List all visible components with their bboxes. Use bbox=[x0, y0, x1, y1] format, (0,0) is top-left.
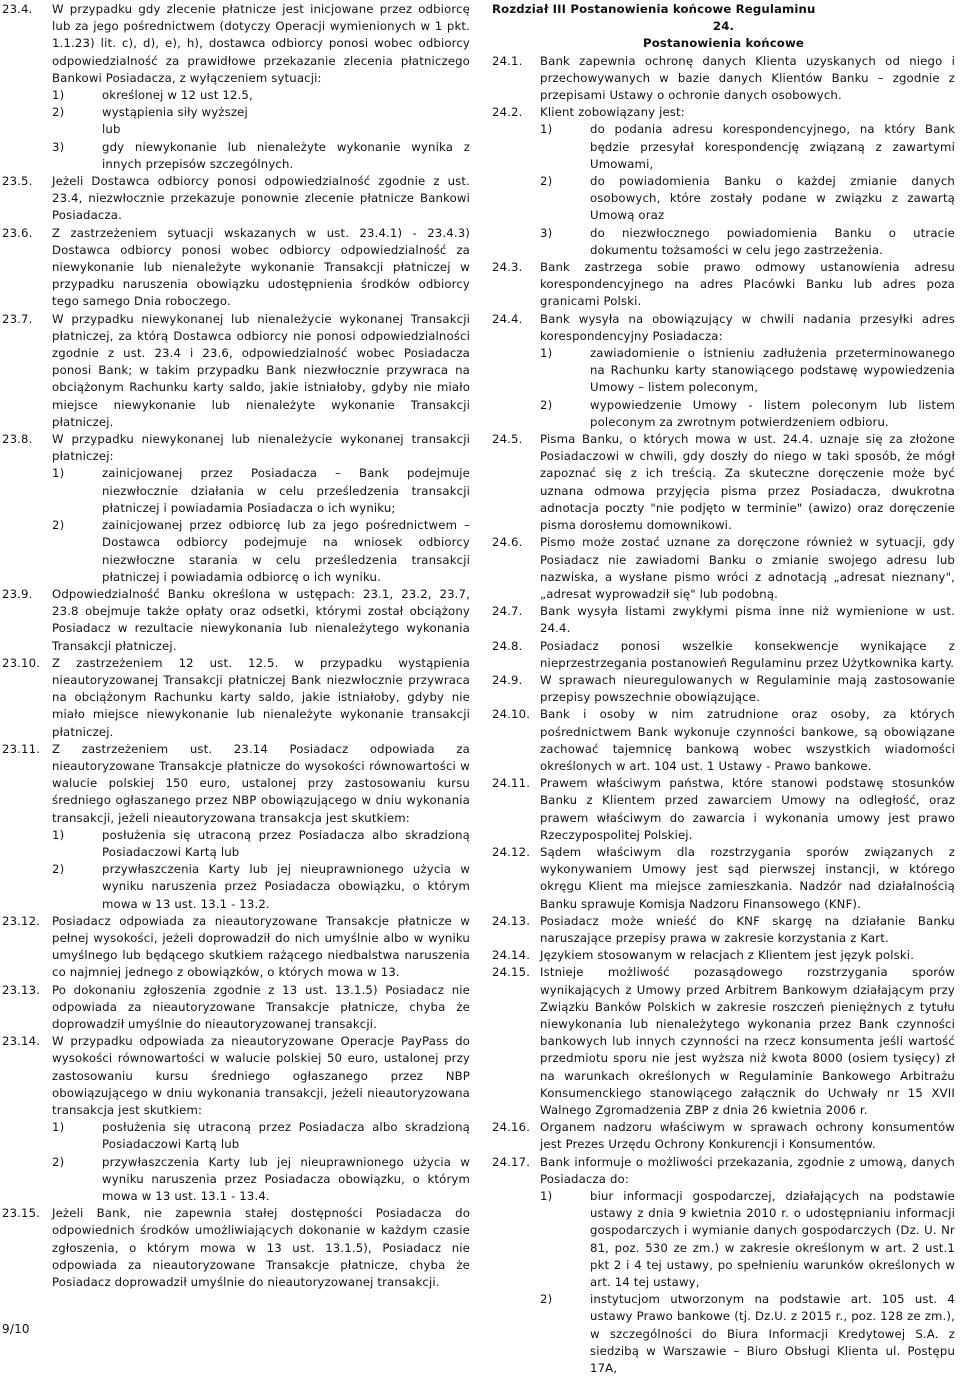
paragraph-text: W przypadku odpowiada za nieautoryzowane Operacje PayPass do wysokości równowartości w walucie polskiej 50 euro, ustalonej przy zastosowaniu kursu średniego ogłaszanego przez NBP obowiązującego w dniu wykonania transakcji, jeżeli nieautoryzowana transakcja jest skutkiem: bbox=[52, 1034, 470, 1117]
paragraph-item bbox=[492, 1154, 955, 1377]
paragraph-text: Z zastrzeżeniem ust. 23.14 Posiadacz odpowiada za nieautoryzowane Transakcje płatnicze do wysokości równowartości w walucie polskiej 150 euro, ustalonej przy zastosowaniu kursu średniego ogłaszanego przez NBP obowiązującego w dniu wykonania transakcji, jeżeli nieautoryzowana transakcja jest skutkiem: bbox=[52, 741, 470, 825]
paragraph-number: 23.10. bbox=[2, 655, 41, 670]
sub-item-number: 3) bbox=[52, 139, 65, 154]
sub-item-number: 2) bbox=[540, 174, 553, 189]
paragraph-number: 24.1. bbox=[492, 53, 523, 68]
sub-item bbox=[540, 1291, 955, 1377]
paragraph-number: 24.4. bbox=[492, 311, 523, 326]
sub-item-text: określonej w 12 ust 12.5, bbox=[102, 88, 253, 103]
sub-item bbox=[540, 345, 955, 397]
sub-item-number: 2) bbox=[52, 862, 65, 877]
paragraph-item bbox=[492, 672, 955, 706]
paragraph-number: 24.7. bbox=[492, 604, 523, 619]
right-column bbox=[492, 1, 955, 1377]
paragraph-text: Odpowiedzialność Banku określona w ustępach: 23.1, 23.2, 23.7, 23.8 obejmuje także opłaty oraz odsetki, którymi został obciążony Posiadacz w rezultacie niewykonania lub nienależytego wykonania Transakcji płatniczej. bbox=[52, 586, 470, 653]
paragraph-text: Bank i osoby w nim zatrudnione oraz osoby, za których pośrednictwem Bank wykonuje czynności bankowe, są obowiązane zachować tajemnicę bankową wobec wszystkich wiadomości określonych w art. 104 ust. 1 Ustawy - Prawo bankowe. bbox=[540, 707, 955, 773]
paragraph-number: 24.14. bbox=[492, 948, 531, 963]
sub-item bbox=[540, 225, 955, 259]
paragraph-number: 23.4. bbox=[2, 2, 33, 16]
paragraph-text: Bank zastrzega sobie prawo odmowy ustanowienia adresu korespondencyjnego na adres Placówki Banku lub adres poza granicami Polski. bbox=[540, 260, 955, 309]
paragraph-text: W przypadku gdy zlecenie płatnicze jest inicjowane przez odbiorcę lub za jego pośrednictwem (dotyczy Operacji wymienionych w 1 pkt. 1.1.23) lit. c), d), e), h), dostawca odbiorcy ponosi wobec odbiorcy odpowiedzialność za prawidłowe przekazanie zlecenia płatniczego Bankowi Posiadacza, z wyłączeniem sytuacji: bbox=[52, 2, 470, 85]
paragraph-text: Bank wysyła listami zwykłymi pisma inne niż wymienione w ust. 24.4. bbox=[540, 604, 955, 636]
sub-item-text: do powiadomienia Banku o każdej zmianie danych osobowych, które zostały podane w związku z zawartą Umową oraz bbox=[590, 174, 955, 223]
sub-item bbox=[52, 827, 470, 861]
paragraph-item bbox=[2, 982, 470, 1034]
paragraph-text: Po dokonaniu zgłoszenia zgodnie z 13 ust. 13.1.5) Posiadacz nie odpowiada za nieautoryzowane Transakcje płatnicze, chyba że doprowadził umyślnie do nieautoryzowanej transakcji. bbox=[52, 982, 470, 1031]
paragraph-item bbox=[492, 844, 955, 913]
section-number: 24. bbox=[712, 19, 735, 34]
paragraph-item bbox=[2, 1205, 470, 1291]
section-title: Postanowienia końcowe bbox=[642, 36, 805, 51]
paragraph-item bbox=[492, 913, 955, 947]
paragraph-number: 24.6. bbox=[492, 535, 523, 550]
paragraph-item bbox=[492, 775, 955, 844]
paragraph-number: 24.9. bbox=[492, 672, 523, 687]
paragraph-text: Jeżeli Dostawca odbiorcy ponosi odpowiedzialność zgodnie z ust. 23.4, niezwłocznie przekazuje ponownie zlecenie płatnicze Bankowi Posiadacza. bbox=[52, 174, 470, 223]
sub-item-text: przywłaszczenia Karty lub jej nieuprawnionego użycia w wyniku naruszenia przez Posiadacza obowiązku, o którym mowa w 13 ust. 13.1 - 13.2. bbox=[102, 862, 470, 911]
paragraph-text: Pismo może zostać uznane za doręczone również w sytuacji, gdy Posiadacz nie zawiadomi Banku o zmianie swojego adresu lub nazwiska, a wysłane pismo wróci z adnotacją „adresat nieznany", „adresat wyprowadził się" lub podobną. bbox=[540, 535, 955, 601]
paragraph-number: 24.15. bbox=[492, 965, 531, 980]
paragraph-number: 23.12. bbox=[2, 913, 41, 928]
sub-item bbox=[52, 465, 470, 517]
paragraph-text: Posiadacz odpowiada za nieautoryzowane Transakcje płatnicze w pełnej wysokości, jeżeli doprowadził do nich umyślnie albo w wyniku umyślnego lub będącego skutkiem rażącego niedbalstwa naruszenia co najmniej jednego z obowiązków, o których mowa w 13. bbox=[52, 913, 470, 980]
sub-item-number: 3) bbox=[540, 225, 553, 240]
paragraph-item bbox=[2, 586, 470, 655]
paragraph-item bbox=[2, 741, 470, 913]
sub-item-text: lub bbox=[102, 122, 121, 137]
paragraph-item bbox=[492, 53, 955, 105]
sub-item bbox=[540, 397, 955, 431]
paragraph-text: Posiadacz może wnieść do KNF skargę na działanie Banku naruszające przepisy prawa w zakresie korzystania z Kart. bbox=[540, 913, 955, 945]
paragraph-item bbox=[492, 534, 955, 603]
paragraph-number: 24.2. bbox=[492, 105, 523, 120]
paragraph-number: 23.14. bbox=[2, 1034, 41, 1049]
paragraph-number: 24.13. bbox=[492, 913, 531, 928]
paragraph-number: 23.9. bbox=[2, 586, 33, 601]
paragraph-item bbox=[492, 603, 955, 637]
paragraph-number: 24.8. bbox=[492, 638, 523, 653]
paragraph-item bbox=[492, 104, 955, 259]
sub-item-number: 1) bbox=[540, 346, 553, 361]
sub-item bbox=[540, 121, 955, 173]
sub-item-text: instytucjom utworzonym na podstawie art. 105 ust. 4 ustawy Prawo bankowe (tj. Dz.U. z 2015 r., poz. 128 ze zm.), w szczególności do Biura Informacji Kredytowej S.A. z siedzibą w Warszawie – Biuro Obsługi Klienta ul. Postępu 17A, bbox=[590, 1292, 955, 1376]
paragraph-number: 24.10. bbox=[492, 707, 531, 722]
paragraph-item bbox=[492, 1119, 955, 1153]
sub-item-text: posłużenia się utraconą przez Posiadacza albo skradzioną Posiadaczowi Kartą lub bbox=[102, 1120, 470, 1152]
paragraph-text: Bank informuje o możliwości przekazania, zgodnie z umową, danych Posiadacza do: bbox=[540, 1154, 955, 1186]
paragraph-text: W sprawach nieuregulowanych w Regulaminie mają zastosowanie przepisy powszechnie obowiązujące. bbox=[540, 672, 955, 705]
paragraph-number: 23.15. bbox=[2, 1206, 41, 1221]
paragraph-number: 24.11. bbox=[492, 776, 531, 791]
chapter-heading: Rozdział III Postanowienia końcowe Regulaminu bbox=[492, 2, 816, 16]
sub-item bbox=[52, 104, 470, 121]
paragraph-item bbox=[2, 1, 470, 173]
paragraph-item bbox=[2, 655, 470, 741]
sub-item-text: przywłaszczenia Karty lub jej nieuprawnionego użycia w wyniku naruszenia przez Posiadacza obowiązku, o którym mowa w 13 ust. 13.1 - 13.4. bbox=[102, 1154, 470, 1204]
paragraph-item bbox=[492, 947, 955, 964]
sub-item bbox=[52, 861, 470, 913]
paragraph-text: Klient zobowiązany jest: bbox=[540, 105, 685, 120]
sub-item bbox=[52, 1119, 470, 1153]
sub-item-text: zainicjowanej przez odbiorcę lub za jego pośrednictwem – Dostawca odbiorcy podejmuje na wniosek odbiorcy niezwłoczne starania w celu prześledzenia transakcji płatniczej i powiadamia odbiorcę o ich wyniku. bbox=[102, 518, 470, 584]
sub-item-text: wystąpienia siły wyższej bbox=[102, 105, 248, 120]
sub-item-number: 2) bbox=[52, 518, 65, 533]
paragraph-number: 23.6. bbox=[2, 225, 33, 240]
sub-item-text: do niezwłocznego powiadomienia Banku o utracie dokumentu tożsamości w celu jego zastrzeżenia. bbox=[590, 225, 955, 257]
paragraph-text: W przypadku niewykonanej lub nienależycie wykonanej transakcji płatniczej: bbox=[52, 432, 470, 464]
paragraph-number: 23.13. bbox=[2, 982, 41, 997]
sub-item-number: 1) bbox=[52, 466, 65, 481]
paragraph-item bbox=[2, 225, 470, 311]
sub-item-number: 2) bbox=[52, 1154, 65, 1169]
sub-item-text: gdy niewykonanie lub nienależyte wykonanie wynika z innych przepisów szczególnych. bbox=[102, 139, 470, 171]
sub-item-number: 1) bbox=[540, 122, 553, 137]
sub-item bbox=[52, 1154, 470, 1206]
sub-item-text: wypowiedzenie Umowy - listem poleconym lub listem poleconym za zwrotnym potwierdzeniem odbioru. bbox=[590, 397, 955, 429]
paragraph-number: 23.5. bbox=[2, 174, 33, 189]
paragraph-item bbox=[492, 638, 955, 672]
sub-item bbox=[540, 173, 955, 225]
sub-item-number: 1) bbox=[52, 88, 65, 103]
paragraph-text: Językiem stosowanym w relacjach z Klientem jest język polski. bbox=[540, 948, 915, 963]
sub-item-text: posłużenia się utraconą przez Posiadacza albo skradzioną Posiadaczowi Kartą lub bbox=[102, 827, 470, 859]
paragraph-item bbox=[492, 259, 955, 311]
paragraph-item bbox=[2, 431, 470, 586]
paragraph-number: 24.3. bbox=[492, 260, 523, 275]
paragraph-item bbox=[492, 964, 955, 1119]
paragraph-item bbox=[492, 311, 955, 431]
sub-item-number: 2) bbox=[540, 1292, 553, 1307]
paragraph-number: 24.5. bbox=[492, 432, 523, 447]
paragraph-text: W przypadku niewykonanej lub nienależycie wykonanej Transakcji płatniczej, za którą Dostawca odbiorcy nie ponosi odpowiedzialności zgodnie z ust. 23.4 i 23.6, odpowiedzialność wobec Posiadacza ponosi Bank; w takim przypadku Bank niezwłocznie przywraca na obciążonym Rachunku karty saldo, jakie istniałoby, gdyby nie miało miejsce niewykonanie lub nienależyte wykonanie Transakcji płatniczej. bbox=[52, 311, 470, 429]
paragraph-text: Istnieje możliwość pozasądowego rozstrzygania sporów wynikających z Umowy przed Arbitrem Bankowym działającym przy Związku Banków Polskich w zakresie roszczeń pieniężnych z tytułu niewykonania lub nienależytego wykonania przez Bank czynności bankowych lub innych czynności na rzecz konsumenta jeśli wartość przedmiotu sporu nie jest wyższa niż kwota 8000 (osiem tysięcy) zł na warunkach określonych w Regulaminie Bankowego Arbitrażu Konsumenckiego stanowiącego załącznik do Uchwały nr 15 XVII Walnego Zgromadzenia ZBP z dnia 26 kwietnia 2006 r. bbox=[540, 965, 955, 1117]
sub-item-text: zawiadomienie o istnieniu zadłużenia przeterminowanego na Rachunku karty stanowiącego podstawę wypowiedzenia Umowy – listem poleconym, bbox=[590, 346, 955, 395]
left-column bbox=[2, 1, 470, 1291]
sub-item-number: 1) bbox=[52, 827, 65, 842]
sub-item-text: zainicjowanej przez Posiadacza – Bank podejmuje niezwłocznie działania w celu prześledzenia transakcji płatniczej i powiadamia Posiadacza o ich wyniku; bbox=[102, 466, 470, 515]
paragraph-number: 24.16. bbox=[492, 1120, 531, 1135]
paragraph-number: 23.7. bbox=[2, 311, 33, 326]
paragraph-text: Bank zapewnia ochronę danych Klienta uzyskanych od niego i przechowywanych w bazie danych Klientów Banku – zgodnie z przepisami Ustawy o ochronie danych osobowych. bbox=[540, 53, 955, 103]
sub-item bbox=[52, 87, 470, 104]
sub-item-number: 1) bbox=[540, 1189, 553, 1204]
paragraph-item bbox=[2, 311, 470, 431]
sub-item bbox=[52, 121, 470, 138]
paragraph-text: Prawem właściwym państwa, które stanowi podstawę stosunków Banku z Klientem przed zawarciem Umowy na odległość, oraz prawem właściwym do zawarcia i wykonania umowy jest prawo Rzeczypospolitej Polskiej. bbox=[540, 776, 955, 842]
right-items bbox=[492, 53, 955, 1377]
paragraph-item bbox=[492, 706, 955, 775]
paragraph-item bbox=[2, 173, 470, 225]
paragraph-number: 23.11. bbox=[2, 741, 41, 756]
sub-item bbox=[540, 1188, 955, 1291]
sub-item bbox=[52, 139, 470, 173]
paragraph-text: Pisma Banku, o których mowa w ust. 24.4. uznaje się za złożone Posiadaczowi w chwili, gdy doszły do niego w taki sposób, że mógł zapoznać się z ich treścią. Za skuteczne doręczenie może być uznana odmowa przyjęcia pisma przez Posiadacza, dwukrotna adnotacja poczty "nie podjęto w terminie" (awizo) oraz doręczenie pisma dorosłemu domownikowi. bbox=[540, 432, 955, 533]
paragraph-text: Jeżeli Bank, nie zapewnia stałej dostępności Posiadacza do odpowiednich środków umożliwiających dokonanie w każdym czasie zgłoszenia, o którym mowa w 13 ust. 13.1.5), Posiadacz nie odpowiada za nieautoryzowane Transakcje płatnicze, chyba że Posiadacz doprowadził umyślnie do nieautoryzowanej transakcji. bbox=[52, 1206, 470, 1290]
sub-item bbox=[52, 517, 470, 586]
sub-item-number: 2) bbox=[52, 105, 65, 120]
paragraph-text: Posiadacz ponosi wszelkie konsekwencje wynikające z nieprzestrzegania postanowień Regulaminu przez Użytkownika karty. bbox=[540, 638, 955, 670]
paragraph-text: Sądem właściwym dla rozstrzygania sporów związanych z wykonywaniem Umowy jest sąd pierwszej instancji, w którego okręgu Klient ma miejsce zamieszkania. Nadzór nad działalnością Banku sprawuje Komisja Nadzoru Finansowego (KNF). bbox=[540, 844, 955, 911]
paragraph-item bbox=[2, 1033, 470, 1205]
paragraph-number: 24.17. bbox=[492, 1154, 531, 1169]
page-number: 9/10 bbox=[2, 1322, 30, 1336]
paragraph-text: Organem nadzoru właściwym w sprawach ochrony konsumentów jest Prezes Urzędu Ochrony Konkurencji i Konsumentów. bbox=[540, 1120, 955, 1152]
paragraph-text: Z zastrzeżeniem 12 ust. 12.5. w przypadku wystąpienia nieautoryzowanej Transakcji płatniczej Bank niezwłocznie przywraca na obciążonym Rachunku karty saldo, jakie istniałoby, gdyby nie miało miejsce niewykonanie lub nienależyte wykonanie transakcji płatniczej. bbox=[52, 655, 470, 739]
paragraph-number: 24.12. bbox=[492, 844, 531, 859]
sub-item-text: biur informacji gospodarczej, działających na podstawie ustawy z dnia 9 kwietnia 2010 r. o udostępnianiu informacji gospodarczych i wymianie danych gospodarczych (Dz. U. Nr 81, poz. 530 ze zm.) w zakresie określonym w art. 2 ust.1 pkt 2 i 4 tej ustawy, po spełnieniu warunków określonych w art. 14 tej ustawy, bbox=[590, 1189, 955, 1290]
sub-item-text: do podania adresu korespondencyjnego, na który Bank będzie przesyłał korespondencję związaną z zawartymi Umowami, bbox=[590, 122, 955, 171]
paragraph-item bbox=[492, 431, 955, 534]
sub-item-number: 1) bbox=[52, 1120, 65, 1135]
paragraph-number: 23.8. bbox=[2, 432, 33, 447]
paragraph-text: Z zastrzeżeniem sytuacji wskazanych w ust. 23.4.1) - 23.4.3) Dostawca odbiorcy ponosi wobec odbiorcy odpowiedzialność za niewykonanie lub nienależyte wykonanie Transakcji płatniczej w przypadku naruszenia obowiązku udostępnienia środków odbiorcy tego samego Dnia roboczego. bbox=[52, 225, 470, 309]
sub-item-number: 2) bbox=[540, 397, 553, 412]
paragraph-item bbox=[2, 913, 470, 982]
paragraph-text: Bank wysyła na obowiązujący w chwili nadania przesyłki adres korespondencyjny Posiadacza: bbox=[540, 311, 955, 343]
